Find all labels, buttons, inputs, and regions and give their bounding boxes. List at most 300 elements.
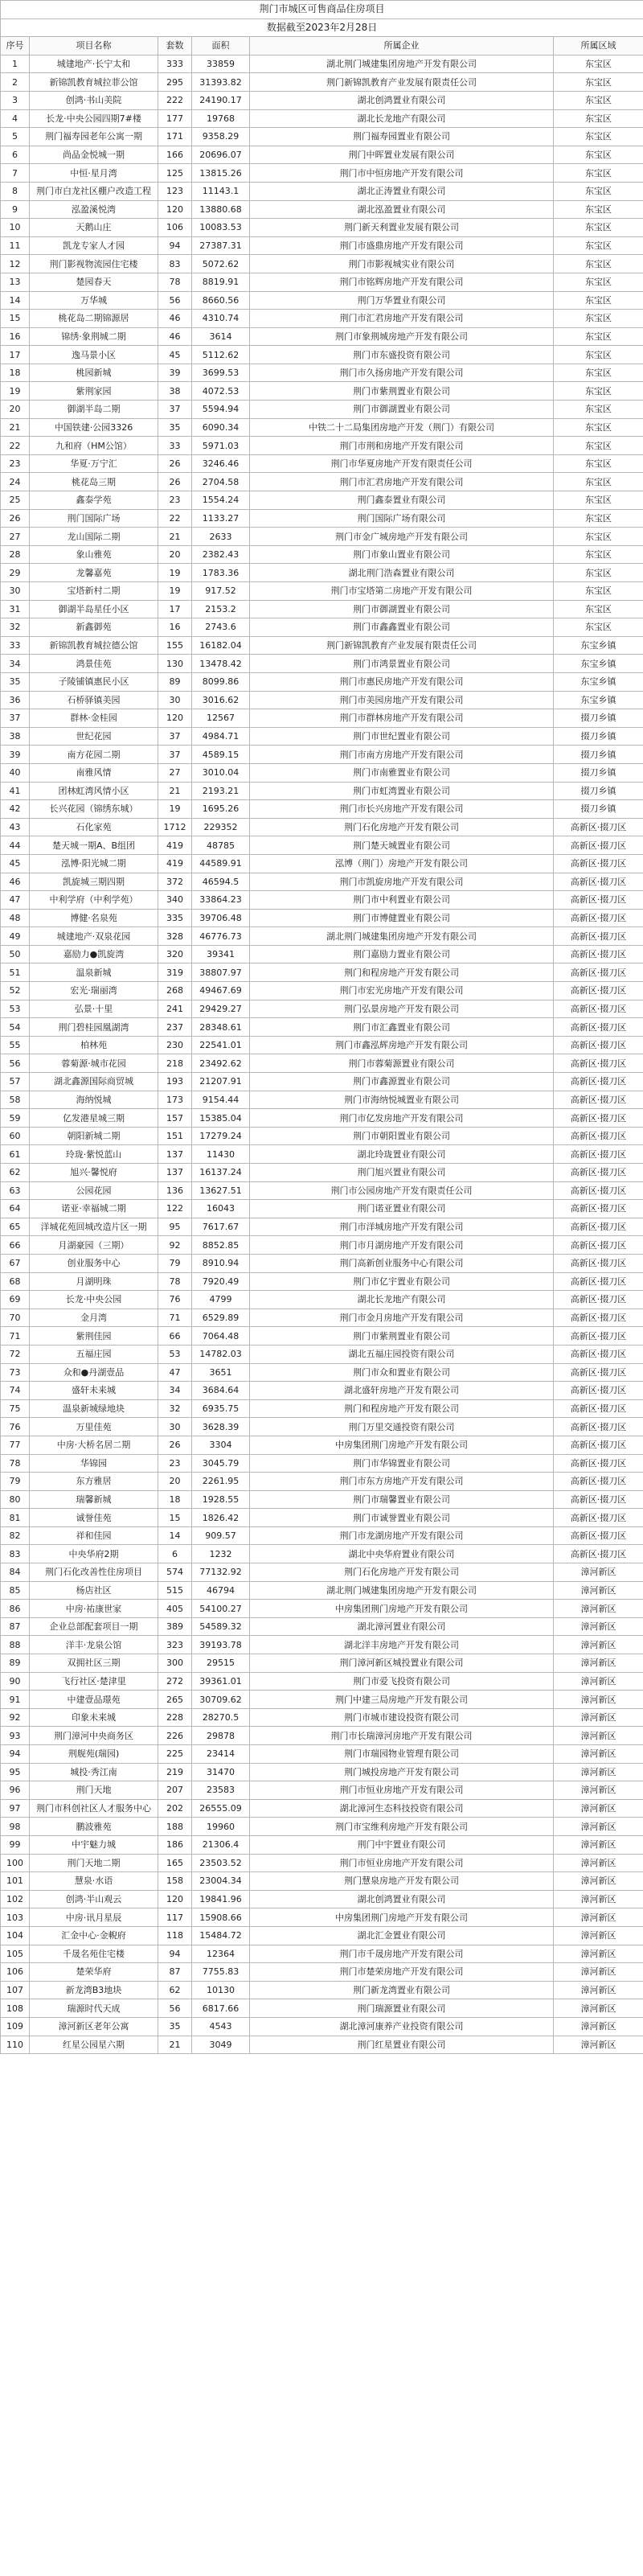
developer-company: 湖北洋丰房地产开发有限公司: [250, 1636, 554, 1654]
developer-company: 荆门市御湖置业有限公司: [250, 401, 554, 419]
developer-company: 湖北漳河生态科技投资有限公司: [250, 1799, 554, 1818]
developer-company: 荆门市宏光房地产开发有限公司: [250, 982, 554, 1000]
unit-count: 177: [158, 109, 192, 128]
district: 高新区·掇刀区: [554, 1200, 643, 1218]
floor-area: 2382.43: [192, 545, 250, 564]
district: 漳河新区: [554, 1945, 643, 1963]
row-number: 52: [1, 982, 30, 1000]
district: 漳河新区: [554, 1654, 643, 1673]
project-name: 中央华府2期: [30, 1545, 158, 1563]
row-number: 37: [1, 709, 30, 728]
developer-company: 荆门城投房地产开发有限公司: [250, 1763, 554, 1781]
unit-count: 419: [158, 854, 192, 873]
project-name: 团林虹湾风情小区: [30, 782, 158, 800]
district: 高新区·掇刀区: [554, 818, 643, 836]
developer-company: 湖北正涛置业有限公司: [250, 182, 554, 200]
floor-area: 19768: [192, 109, 250, 128]
table-row: [1, 1745, 643, 1764]
developer-company: 荆门市惠民房地产开发有限公司: [250, 672, 554, 691]
table-row: [1, 310, 643, 328]
project-name: 红星公园星六期: [30, 2036, 158, 2054]
district: 东宝区: [554, 182, 643, 200]
floor-area: 26555.09: [192, 1799, 250, 1818]
developer-company: 荆门市虹湾置业有限公司: [250, 782, 554, 800]
project-name: 新鑫御苑: [30, 618, 158, 637]
row-number: 58: [1, 1091, 30, 1109]
row-number: 77: [1, 1436, 30, 1454]
project-name: 荆门碧桂园凰湖湾: [30, 1018, 158, 1037]
floor-area: 23004.34: [192, 1872, 250, 1891]
district: 漳河新区: [554, 1890, 643, 1908]
project-name: 锦绣·象荆城二期: [30, 327, 158, 346]
floor-area: 22541.01: [192, 1036, 250, 1054]
floor-area: 3614: [192, 327, 250, 346]
unit-count: 171: [158, 128, 192, 146]
project-name: 凯龙专家人才园: [30, 236, 158, 255]
unit-count: 219: [158, 1763, 192, 1781]
project-name: 玲珑·紫悦蓝山: [30, 1145, 158, 1164]
project-name: 东方雅居: [30, 1473, 158, 1491]
developer-company: 荆门市海纳悦城置业有限公司: [250, 1091, 554, 1109]
district: 东宝区: [554, 310, 643, 328]
row-number: 103: [1, 1908, 30, 1927]
row-number: 110: [1, 2036, 30, 2054]
unit-count: 20: [158, 1473, 192, 1491]
developer-company: 荆门新锦凯教育产业发展有限责任公司: [250, 73, 554, 92]
unit-count: 30: [158, 1418, 192, 1436]
row-number: 107: [1, 1981, 30, 1999]
developer-company: 荆门市金广城房地产开发有限公司: [250, 528, 554, 546]
district: 漳河新区: [554, 1581, 643, 1600]
row-number: 63: [1, 1181, 30, 1200]
developer-company: 荆门市宝维利房地产开发有限公司: [250, 1818, 554, 1836]
row-number: 48: [1, 909, 30, 927]
project-name: 祥和佳园: [30, 1526, 158, 1545]
project-name: 桃花岛三期: [30, 473, 158, 491]
unit-count: 222: [158, 91, 192, 109]
row-number: 15: [1, 310, 30, 328]
table-row: [1, 1473, 643, 1491]
table-row: [1, 1945, 643, 1963]
project-name: 金月湾: [30, 1309, 158, 1327]
row-number: 84: [1, 1563, 30, 1582]
table-title: 荆门市城区可售商品住房项目: [1, 1, 643, 19]
table-row: [1, 454, 643, 473]
row-number: 25: [1, 491, 30, 510]
row-number: 23: [1, 454, 30, 473]
project-name: 紫荆家园: [30, 382, 158, 401]
unit-count: 23: [158, 1454, 192, 1473]
developer-company: 荆门市象荆城房地产开发有限公司: [250, 327, 554, 346]
unit-count: 19: [158, 564, 192, 582]
row-number: 86: [1, 1600, 30, 1618]
table-row: [1, 1054, 643, 1073]
project-name: 长龙·中央公园: [30, 1291, 158, 1309]
project-name: 千晟名苑住宅楼: [30, 1945, 158, 1963]
unit-count: 16: [158, 618, 192, 637]
developer-company: 湖北五福庄园投资有限公司: [250, 1345, 554, 1363]
district: 高新区·掇刀区: [554, 1073, 643, 1091]
project-name: 万里佳苑: [30, 1418, 158, 1436]
table-row: [1, 727, 643, 746]
floor-area: 13880.68: [192, 200, 250, 219]
row-number: 9: [1, 200, 30, 219]
floor-area: 8099.86: [192, 672, 250, 691]
district: 东宝区: [554, 255, 643, 273]
row-number: 45: [1, 854, 30, 873]
project-name: 长兴花园（锦绣东城）: [30, 800, 158, 819]
floor-area: 20696.07: [192, 146, 250, 164]
developer-company: 荆门市爱飞投资有限公司: [250, 1672, 554, 1691]
title-row: [1, 1, 643, 19]
district: 掇刀乡镇: [554, 782, 643, 800]
project-name: 中建壹品璟苑: [30, 1691, 158, 1709]
floor-area: 28270.5: [192, 1708, 250, 1727]
district: 东宝区: [554, 473, 643, 491]
district: 高新区·掇刀区: [554, 1363, 643, 1382]
developer-company: 湖北创鸿置业有限公司: [250, 1890, 554, 1908]
floor-area: 44589.91: [192, 854, 250, 873]
project-name: 荆门福寿园老年公寓一期: [30, 128, 158, 146]
district: 漳河新区: [554, 1835, 643, 1854]
floor-area: 1133.27: [192, 509, 250, 528]
floor-area: 2153.2: [192, 600, 250, 618]
project-name: 荆门石化改善性住房项目: [30, 1563, 158, 1582]
unit-count: 165: [158, 1854, 192, 1872]
row-number: 89: [1, 1654, 30, 1673]
project-name: 南方花园二期: [30, 746, 158, 764]
unit-count: 405: [158, 1600, 192, 1618]
district: 东宝区: [554, 327, 643, 346]
table-row: [1, 1654, 643, 1673]
table-row: [1, 1454, 643, 1473]
floor-area: 54100.27: [192, 1600, 250, 1618]
floor-area: 7064.48: [192, 1327, 250, 1346]
project-name: 中房·讯月星辰: [30, 1908, 158, 1927]
unit-count: 21: [158, 782, 192, 800]
table-row: [1, 255, 643, 273]
district: 东宝乡镇: [554, 655, 643, 673]
floor-area: 21306.4: [192, 1835, 250, 1854]
table-row: [1, 200, 643, 219]
project-name: 旭兴·馨悦府: [30, 1164, 158, 1182]
project-name: 天鹅山庄: [30, 219, 158, 237]
developer-company: 荆门市长瑞漳河房地产开发有限公司: [250, 1727, 554, 1745]
district: 东宝区: [554, 618, 643, 637]
developer-company: 湖北中央华府置业有限公司: [250, 1545, 554, 1563]
unit-count: 574: [158, 1563, 192, 1582]
table-row: [1, 1963, 643, 1982]
project-name: 宏光·瑞丽湾: [30, 982, 158, 1000]
developer-company: 荆门市龙湖房地产开发有限公司: [250, 1526, 554, 1545]
project-name: 企业总部配套项目一期: [30, 1617, 158, 1636]
district: 东宝区: [554, 55, 643, 73]
developer-company: 湖北漳河置业有限公司: [250, 1617, 554, 1636]
row-number: 88: [1, 1636, 30, 1654]
table-row: [1, 618, 643, 637]
table-row: [1, 1436, 643, 1454]
district: 掇刀乡镇: [554, 746, 643, 764]
floor-area: 5971.03: [192, 437, 250, 455]
table-row: [1, 91, 643, 109]
developer-company: 荆门市千晟房地产开发有限公司: [250, 1945, 554, 1963]
project-name: 温泉新城绿地块: [30, 1399, 158, 1418]
row-number: 91: [1, 1691, 30, 1709]
table-row: [1, 364, 643, 382]
table-row: [1, 1926, 643, 1945]
unit-count: 372: [158, 873, 192, 891]
district: 高新区·掇刀区: [554, 1036, 643, 1054]
floor-area: 12567: [192, 709, 250, 728]
row-number: 83: [1, 1545, 30, 1563]
project-name: 长龙·中央公园四期7#楼: [30, 109, 158, 128]
developer-company: 荆门市亿发房地产开发有限公司: [250, 1109, 554, 1128]
floor-area: 11430: [192, 1145, 250, 1164]
row-number: 65: [1, 1218, 30, 1236]
district: 高新区·掇刀区: [554, 1309, 643, 1327]
district: 高新区·掇刀区: [554, 1236, 643, 1255]
project-name: 海纳悦城: [30, 1091, 158, 1109]
floor-area: 1232: [192, 1545, 250, 1563]
row-number: 59: [1, 1109, 30, 1128]
row-number: 4: [1, 109, 30, 128]
table-row: [1, 1672, 643, 1691]
unit-count: 94: [158, 236, 192, 255]
unit-count: 151: [158, 1127, 192, 1145]
project-name: 尚品金悦城一期: [30, 146, 158, 164]
district: 东宝区: [554, 528, 643, 546]
unit-count: 89: [158, 672, 192, 691]
project-name: 众和●丹湖壹品: [30, 1363, 158, 1382]
unit-count: 1712: [158, 818, 192, 836]
project-name: 龙馨嘉苑: [30, 564, 158, 582]
row-number: 31: [1, 600, 30, 618]
unit-count: 202: [158, 1799, 192, 1818]
unit-count: 158: [158, 1872, 192, 1891]
floor-area: 19960: [192, 1818, 250, 1836]
table-row: [1, 273, 643, 291]
unit-count: 37: [158, 746, 192, 764]
district: 漳河新区: [554, 1600, 643, 1618]
project-name: 凯旋城三期四期: [30, 873, 158, 891]
row-number: 99: [1, 1835, 30, 1854]
table-row: [1, 1890, 643, 1908]
developer-company: 荆门市南雅置业有限公司: [250, 763, 554, 782]
district: 东宝区: [554, 418, 643, 437]
unit-count: 419: [158, 836, 192, 855]
floor-area: 46776.73: [192, 927, 250, 946]
developer-company: 中房集团荆门房地产开发有限公司: [250, 1908, 554, 1927]
floor-area: 29878: [192, 1727, 250, 1745]
developer-company: 荆门市华锦置业有限公司: [250, 1454, 554, 1473]
unit-count: 186: [158, 1835, 192, 1854]
project-name: 御湖半岛二期: [30, 401, 158, 419]
floor-area: 3010.04: [192, 763, 250, 782]
district: 高新区·掇刀区: [554, 1254, 643, 1272]
district: 高新区·掇刀区: [554, 1018, 643, 1037]
header-row: [1, 37, 643, 55]
district: 东宝区: [554, 200, 643, 219]
floor-area: 3304: [192, 1436, 250, 1454]
row-number: 20: [1, 401, 30, 419]
district: 东宝区: [554, 146, 643, 164]
project-name: 御湖半岛星任小区: [30, 600, 158, 618]
unit-count: 56: [158, 1999, 192, 2018]
unit-count: 228: [158, 1708, 192, 1727]
developer-company: 中铁二十二局集团房地产开发（荆门）有限公司: [250, 418, 554, 437]
row-number: 11: [1, 236, 30, 255]
row-number: 47: [1, 891, 30, 910]
district: 高新区·掇刀区: [554, 1272, 643, 1291]
developer-company: 泓博（荆门）房地产开发有限公司: [250, 854, 554, 873]
floor-area: 3651: [192, 1363, 250, 1382]
unit-count: 15: [158, 1509, 192, 1527]
unit-count: 53: [158, 1345, 192, 1363]
row-number: 104: [1, 1926, 30, 1945]
developer-company: 荆门红星置业有限公司: [250, 2036, 554, 2054]
developer-company: 荆门国际广场有限公司: [250, 509, 554, 528]
row-number: 79: [1, 1473, 30, 1491]
district: 高新区·掇刀区: [554, 1000, 643, 1018]
district: 高新区·掇刀区: [554, 909, 643, 927]
unit-count: 94: [158, 1945, 192, 1963]
table-row: [1, 401, 643, 419]
project-name: 鑫泰学苑: [30, 491, 158, 510]
row-number: 74: [1, 1382, 30, 1400]
row-number: 40: [1, 763, 30, 782]
unit-count: 106: [158, 219, 192, 237]
unit-count: 207: [158, 1781, 192, 1800]
table-row: [1, 1509, 643, 1527]
district: 漳河新区: [554, 1727, 643, 1745]
row-number: 28: [1, 545, 30, 564]
unit-count: 300: [158, 1654, 192, 1673]
developer-company: 荆门石化房地产开发有限公司: [250, 1563, 554, 1582]
unit-count: 237: [158, 1018, 192, 1037]
district: 漳河新区: [554, 1854, 643, 1872]
developer-company: 荆门市鑫泓辉房地产开发有限公司: [250, 1036, 554, 1054]
floor-area: 3246.46: [192, 454, 250, 473]
unit-count: 26: [158, 473, 192, 491]
unit-count: 17: [158, 600, 192, 618]
row-number: 70: [1, 1309, 30, 1327]
row-number: 93: [1, 1727, 30, 1745]
table-row: [1, 109, 643, 128]
district: 漳河新区: [554, 1963, 643, 1982]
developer-company: 荆门市御湖置业有限公司: [250, 600, 554, 618]
district: 东宝乡镇: [554, 672, 643, 691]
floor-area: 1695.26: [192, 800, 250, 819]
project-name: 中宇魅力城: [30, 1835, 158, 1854]
floor-area: 27387.31: [192, 236, 250, 255]
project-name: 荆门市科创社区人才服务中心: [30, 1799, 158, 1818]
project-name: 月湖明珠: [30, 1272, 158, 1291]
district: 高新区·掇刀区: [554, 836, 643, 855]
unit-count: 268: [158, 982, 192, 1000]
unit-count: 193: [158, 1073, 192, 1091]
unit-count: 37: [158, 727, 192, 746]
row-number: 50: [1, 945, 30, 963]
project-name: 博健·名泉苑: [30, 909, 158, 927]
unit-count: 122: [158, 1200, 192, 1218]
project-name: 荆门影视物流园住宅楼: [30, 255, 158, 273]
table-row: [1, 1127, 643, 1145]
row-number: 61: [1, 1145, 30, 1164]
project-name: 鹏波雅苑: [30, 1818, 158, 1836]
table-row: [1, 1545, 643, 1563]
floor-area: 30709.62: [192, 1691, 250, 1709]
developer-company: 荆门市美园房地产开发有限公司: [250, 691, 554, 709]
row-number: 75: [1, 1399, 30, 1418]
row-number: 1: [1, 55, 30, 73]
project-name: 紫荆佳园: [30, 1327, 158, 1346]
floor-area: 38807.97: [192, 963, 250, 982]
district: 漳河新区: [554, 2036, 643, 2054]
table-row: [1, 473, 643, 491]
developer-company: 荆门弘景房地产开发有限公司: [250, 1000, 554, 1018]
developer-company: 荆门市蓉菊源置业有限公司: [250, 1054, 554, 1073]
developer-company: 荆门市城市建设投资有限公司: [250, 1708, 554, 1727]
header-cell: 套数: [158, 37, 192, 55]
unit-count: 389: [158, 1617, 192, 1636]
header-cell: 面积: [192, 37, 250, 55]
table-row: [1, 1727, 643, 1745]
unit-count: 123: [158, 182, 192, 200]
table-row: [1, 1018, 643, 1037]
row-number: 27: [1, 528, 30, 546]
district: 掇刀乡镇: [554, 709, 643, 728]
row-number: 42: [1, 800, 30, 819]
district: 高新区·掇刀区: [554, 963, 643, 982]
unit-count: 130: [158, 655, 192, 673]
row-number: 36: [1, 691, 30, 709]
project-name: 漳河新区老年公寓: [30, 2017, 158, 2036]
district: 东宝区: [554, 454, 643, 473]
project-name: 中房·大桥名居二期: [30, 1436, 158, 1454]
row-number: 54: [1, 1018, 30, 1037]
unit-count: 18: [158, 1490, 192, 1509]
table-row: [1, 1399, 643, 1418]
developer-company: 荆门万里交通投资有限公司: [250, 1418, 554, 1436]
unit-count: 335: [158, 909, 192, 927]
project-name: 万华城: [30, 291, 158, 310]
district: 漳河新区: [554, 1981, 643, 1999]
row-number: 55: [1, 1036, 30, 1054]
table-row: [1, 600, 643, 618]
developer-company: 荆门市南方房地产开发有限公司: [250, 746, 554, 764]
table-row: [1, 1581, 643, 1600]
district: 高新区·掇刀区: [554, 1509, 643, 1527]
developer-company: 荆门市瑞园物业管理有限公司: [250, 1745, 554, 1764]
district: 东宝区: [554, 91, 643, 109]
district: 漳河新区: [554, 1799, 643, 1818]
unit-count: 39: [158, 364, 192, 382]
floor-area: 29429.27: [192, 1000, 250, 1018]
row-number: 56: [1, 1054, 30, 1073]
row-number: 10: [1, 219, 30, 237]
unit-count: 125: [158, 164, 192, 183]
developer-company: 荆门市紫荆置业有限公司: [250, 1327, 554, 1346]
floor-area: 28348.61: [192, 1018, 250, 1037]
table-row: [1, 1181, 643, 1200]
developer-company: 荆门市鑫鑫置业有限公司: [250, 618, 554, 637]
table-row: [1, 945, 643, 963]
row-number: 67: [1, 1254, 30, 1272]
unit-count: 328: [158, 927, 192, 946]
district: 东宝区: [554, 219, 643, 237]
floor-area: 2633: [192, 528, 250, 546]
unit-count: 47: [158, 1363, 192, 1382]
